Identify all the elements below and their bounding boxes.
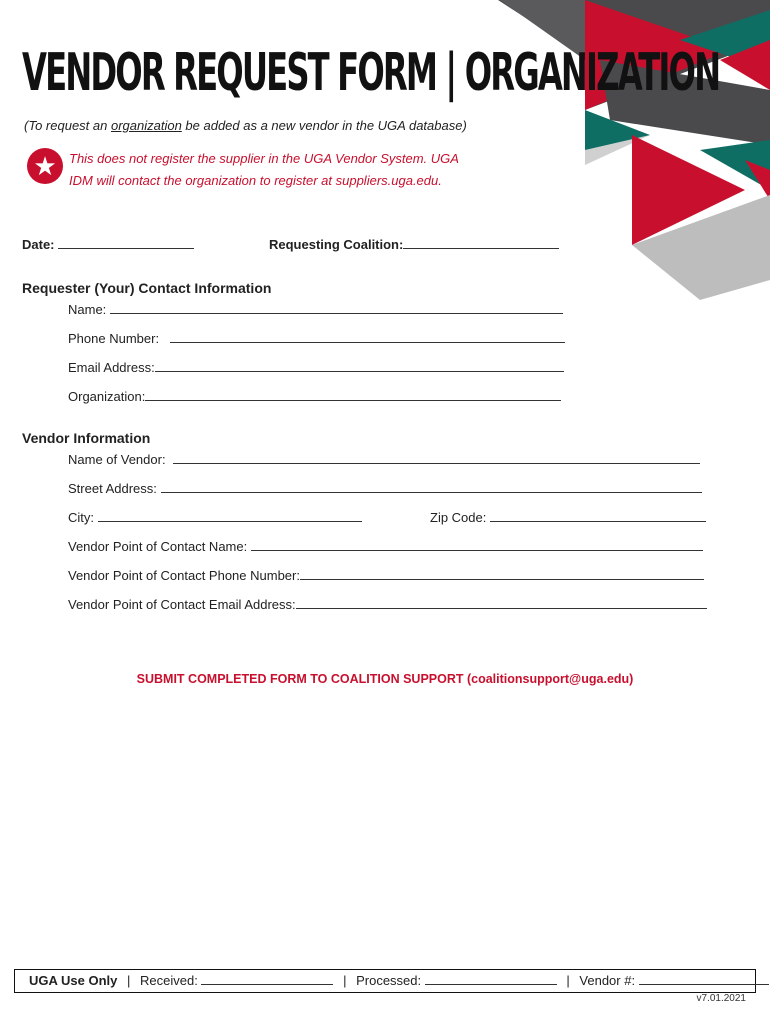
vendor-poc-email-field[interactable]: Vendor Point of Contact Email Address: [68,596,707,612]
vendor-poc-phone-field[interactable]: Vendor Point of Contact Phone Number: [68,567,704,583]
vendor-name-field[interactable]: Name of Vendor: [68,451,700,467]
separator: | [343,973,347,988]
requester-section-heading: Requester (Your) Contact Information [22,280,272,296]
uga-use-only-label: UGA Use Only [29,973,118,988]
requesting-coalition-field[interactable]: Requesting Coalition: [269,236,559,252]
requester-email-field[interactable]: Email Address: [68,359,564,375]
submit-instruction: SUBMIT COMPLETED FORM TO COALITION SUPPORT (coalitionsupport@uga.edu) [136,672,634,686]
vendor-street-field[interactable]: Street Address: [68,480,702,496]
date-field[interactable]: Date: [22,236,194,252]
version-label: v7.01.2021 [696,993,746,1004]
separator: | [566,973,570,988]
vendor-poc-name-field[interactable]: Vendor Point of Contact Name: [68,538,703,554]
requester-organization-field[interactable]: Organization: [68,388,561,404]
vendor-number-field[interactable]: Vendor #: [579,970,768,992]
processed-field[interactable]: Processed: [356,970,557,992]
vendor-section-heading: Vendor Information [22,430,151,446]
form-subtitle: (To request an organization be added as a new vendor in the UGA database) [24,118,467,133]
vendor-zip-field[interactable]: Zip Code: [430,509,706,525]
requester-name-field[interactable]: Name: [68,301,563,317]
uga-use-only-box [14,969,756,993]
separator: | [127,973,131,988]
vendor-city-field[interactable]: City: [68,509,362,525]
registration-notice: This does not register the supplier in the UGA Vendor System. UGA IDM will contact the organization to register at suppliers.uga.edu. [69,151,459,188]
form-title: VENDOR REQUEST FORM | ORGANIZATION [22,43,720,103]
received-field[interactable]: Received: [140,970,333,992]
star-icon: ★ [27,148,63,184]
requester-phone-field[interactable]: Phone Number: [68,330,565,346]
